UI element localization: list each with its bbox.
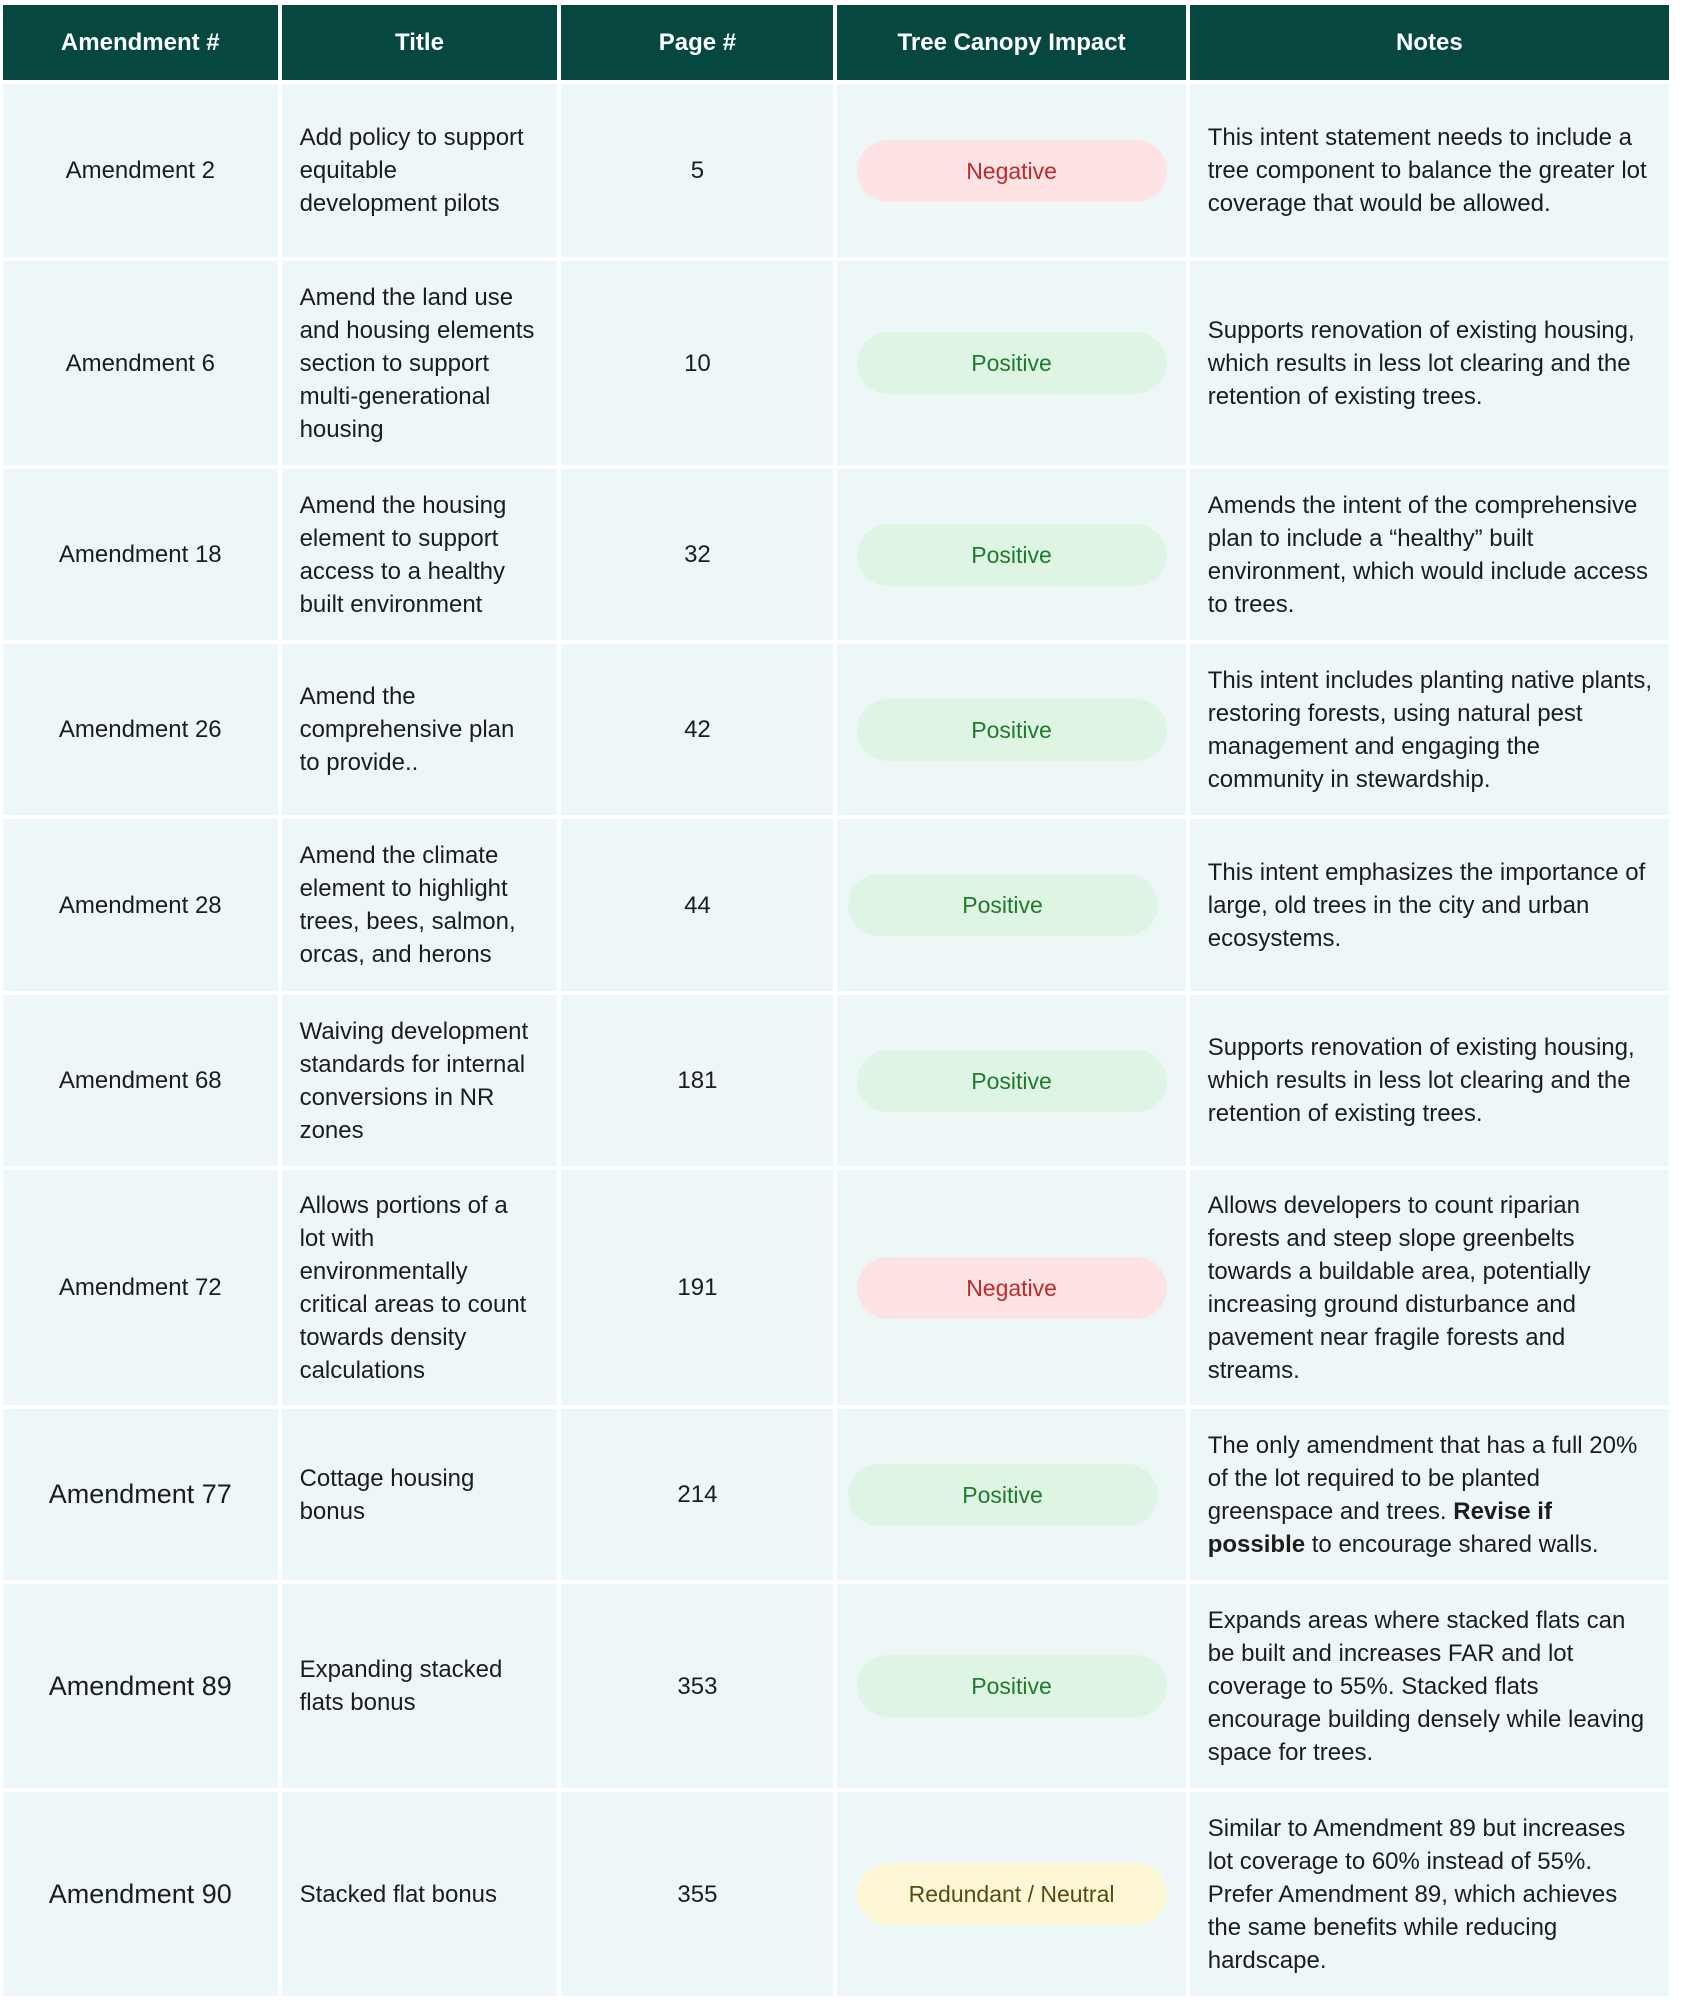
amendment-title: Amend the comprehensive plan to provide.. <box>282 644 558 815</box>
page-number: 214 <box>561 1409 833 1580</box>
amendment-notes: This intent emphasizes the importance of large, old trees in the city and urban ecosystems. <box>1190 819 1669 991</box>
page-number: 191 <box>561 1170 833 1405</box>
impact-badge-neutral: Redundant / Neutral <box>857 1863 1167 1925</box>
impact-badge-negative: Negative <box>857 1257 1167 1319</box>
amendment-notes: Similar to Amendment 89 but increases lot coverage to 60% instead of 55%. Prefer Amendment 89, which achieves the same benefits while reducing hardscape. <box>1190 1792 1669 1996</box>
header-notes: Notes <box>1190 5 1669 80</box>
amendment-title: Cottage housing bonus <box>282 1409 558 1580</box>
page-number: 42 <box>561 644 833 815</box>
header-amendment: Amendment # <box>3 5 278 80</box>
impact-badge-negative: Negative <box>857 140 1167 202</box>
amendment-number: Amendment 18 <box>3 469 278 640</box>
page-number: 10 <box>561 261 833 465</box>
amendment-number: Amendment 28 <box>3 819 278 991</box>
amendment-notes: Expands areas where stacked flats can be built and increases FAR and lot coverage to 55%. Stacked flats encourage building densely while leaving space for trees. <box>1190 1584 1669 1788</box>
table-row <box>3 84 1669 257</box>
table-row <box>3 995 1669 1166</box>
page-number: 44 <box>561 819 833 991</box>
notes-text: The only amendment that has a full 20% of the lot required to be planted greenspace and trees. <box>1207 1431 1638 1525</box>
impact-badge-positive: Positive <box>848 874 1158 936</box>
amendment-number: Amendment 77 <box>3 1409 278 1580</box>
amendment-title: Amend the land use and housing elements section to support multi-generational housing <box>282 261 558 465</box>
page-number: 355 <box>561 1792 833 1996</box>
amendment-title: Expanding stacked flats bonus <box>282 1584 558 1788</box>
impact-badge-positive: Positive <box>857 332 1167 394</box>
table-row <box>3 1584 1669 1788</box>
page-number: 5 <box>561 84 833 257</box>
amendment-title: Amend the climate element to highlight trees, bees, salmon, orcas, and herons <box>282 819 558 991</box>
table-header-row <box>3 5 1669 80</box>
amendment-number: Amendment 26 <box>3 644 278 815</box>
amendment-notes: Supports renovation of existing housing, which results in less lot clearing and the retention of existing trees. <box>1190 261 1669 465</box>
amendment-notes: Supports renovation of existing housing, which results in less lot clearing and the retention of existing trees. <box>1190 995 1669 1166</box>
notes-emphasis: Revise if possible <box>1207 1497 1552 1558</box>
amendment-number: Amendment 2 <box>3 84 278 257</box>
amendment-number: Amendment 90 <box>3 1792 278 1996</box>
impact-badge-positive: Positive <box>857 699 1167 761</box>
impact-badge-positive: Positive <box>857 1655 1167 1717</box>
header-page: Page # <box>561 5 833 80</box>
amendment-notes: Allows developers to count riparian forests and steep slope greenbelts towards a buildable area, potentially increasing ground disturbance and pavement near fragile forests and streams. <box>1190 1170 1669 1405</box>
table-row <box>3 261 1669 465</box>
amendment-notes: This intent includes planting native plants, restoring forests, using natural pest management and engaging the community in stewardship. <box>1190 644 1669 815</box>
table-row <box>3 819 1669 991</box>
amendment-title: Amend the housing element to support access to a healthy built environment <box>282 469 558 640</box>
amendment-notes <box>1190 1409 1669 1580</box>
table-row <box>3 1409 1669 1580</box>
amendment-number: Amendment 68 <box>3 995 278 1166</box>
impact-badge-positive: Positive <box>848 1464 1158 1526</box>
amendment-title: Add policy to support equitable development pilots <box>282 84 558 257</box>
amendment-number: Amendment 89 <box>3 1584 278 1788</box>
amendment-title: Stacked flat bonus <box>282 1792 558 1996</box>
impact-badge-positive: Positive <box>857 1050 1167 1112</box>
amendment-title: Waiving development standards for internal conversions in NR zones <box>282 995 558 1166</box>
amendment-notes: This intent statement needs to include a tree component to balance the greater lot coverage that would be allowed. <box>1190 84 1669 257</box>
amendment-number: Amendment 72 <box>3 1170 278 1405</box>
table-row <box>3 644 1669 815</box>
page-number: 32 <box>561 469 833 640</box>
header-impact: Tree Canopy Impact <box>837 5 1185 80</box>
page-number: 181 <box>561 995 833 1166</box>
notes-text: to encourage shared walls. <box>1305 1530 1599 1558</box>
page-number: 353 <box>561 1584 833 1788</box>
table-row <box>3 1170 1669 1405</box>
amendment-notes: Amends the intent of the comprehensive plan to include a “healthy” built environment, which would include access to trees. <box>1190 469 1669 640</box>
impact-badge-positive: Positive <box>857 524 1167 586</box>
amendment-number: Amendment 6 <box>3 261 278 465</box>
amendments-table <box>0 1 1673 2000</box>
amendment-title: Allows portions of a lot with environmentally critical areas to count towards density calculations <box>282 1170 558 1405</box>
header-title: Title <box>282 5 558 80</box>
table-row <box>3 1792 1669 1996</box>
table-row <box>3 469 1669 640</box>
